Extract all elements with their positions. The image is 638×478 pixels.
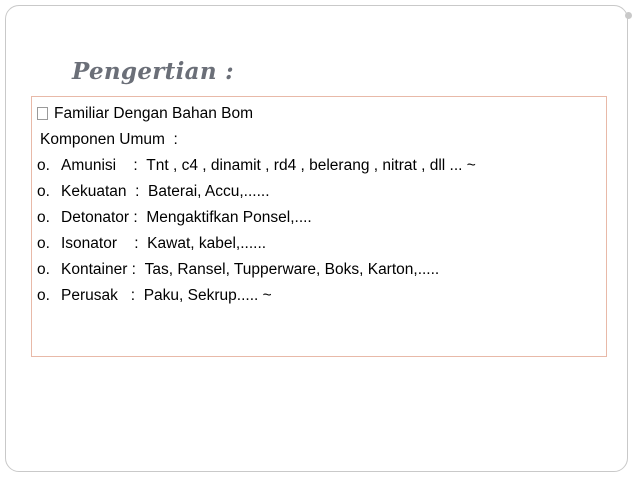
list-marker: o. bbox=[37, 235, 50, 252]
list-item bbox=[37, 257, 476, 283]
list-item bbox=[37, 179, 476, 205]
heading-line bbox=[37, 101, 476, 127]
list-marker: o. bbox=[37, 157, 50, 174]
item-value: Tnt , c4 , dinamit , rd4 , belerang , nitrat , dll ... ~ bbox=[146, 157, 476, 174]
item-value: Kawat, kabel,...... bbox=[147, 235, 267, 252]
list-marker: o. bbox=[37, 261, 50, 278]
list-marker: o. bbox=[37, 287, 50, 304]
item-label: Amunisi bbox=[61, 157, 130, 174]
heading-text: Familiar Dengan Bahan Bom bbox=[54, 105, 254, 122]
list-item bbox=[37, 283, 476, 309]
corner-dot bbox=[625, 12, 632, 19]
item-separator: : bbox=[129, 235, 148, 252]
subheading-line bbox=[37, 127, 476, 153]
list-item bbox=[37, 205, 476, 231]
slide-title: Pengertian : bbox=[72, 58, 234, 85]
item-label: Kekuatan bbox=[61, 183, 131, 200]
content-lines bbox=[37, 101, 476, 309]
item-separator: : bbox=[129, 209, 147, 226]
item-separator: : bbox=[130, 183, 149, 200]
list-item bbox=[37, 153, 476, 179]
item-value: Baterai, Accu,...... bbox=[148, 183, 270, 200]
item-separator: : bbox=[127, 261, 145, 278]
list-marker: o. bbox=[37, 209, 50, 226]
item-separator: : bbox=[129, 157, 147, 174]
item-label: Isonator bbox=[61, 235, 130, 252]
item-label: Detonator bbox=[61, 209, 130, 226]
subheading-text: Komponen Umum : bbox=[40, 131, 178, 148]
item-value: Mengaktifkan Ponsel,.... bbox=[146, 209, 312, 226]
list-item bbox=[37, 231, 476, 257]
item-value: Paku, Sekrup..... ~ bbox=[143, 287, 272, 304]
bullet-box-icon bbox=[37, 107, 48, 120]
item-label: Perusak bbox=[61, 287, 127, 304]
item-separator: : bbox=[126, 287, 144, 304]
item-label: Kontainer bbox=[61, 261, 128, 278]
item-value: Tas, Ransel, Tupperware, Boks, Karton,..... bbox=[144, 261, 440, 278]
list-marker: o. bbox=[37, 183, 50, 200]
